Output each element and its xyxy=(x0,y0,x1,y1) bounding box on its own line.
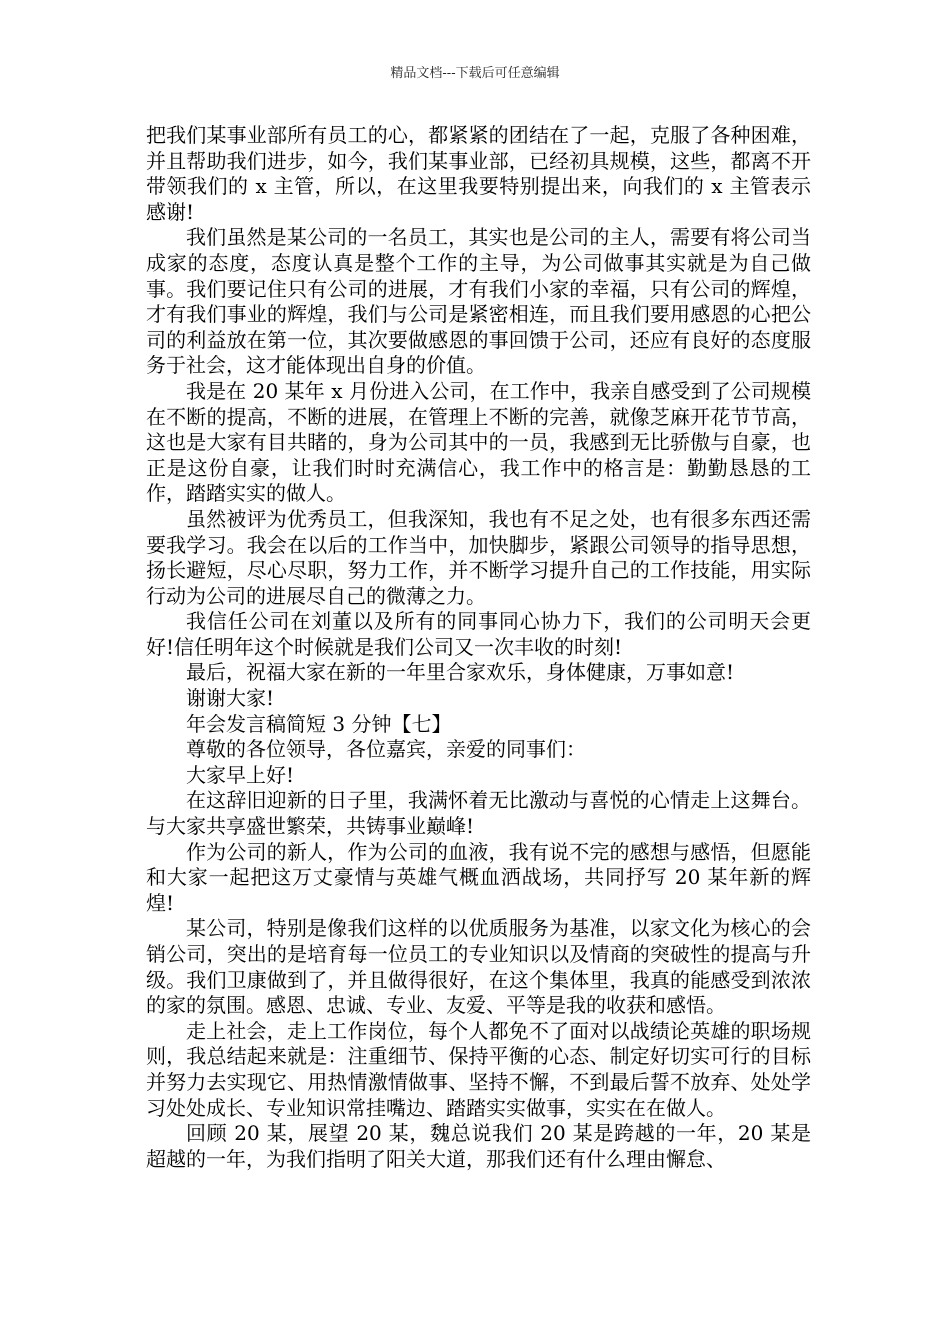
paragraph: 把我们某事业部所有员工的心，都紧紧的团结在了一起，克服了各种困难，并且帮助我们进步，如今，我们某事业部，已经初具规模，这些，都离不开带领我们的 x 主管，所以，在这里我要特别提出来，向我们的 x 主管表示感谢! xyxy=(146,123,811,224)
page-header: 精品文档---下载后可任意编辑 xyxy=(390,66,560,81)
salutation: 尊敬的各位领导，各位嘉宾，亲爱的同事们： xyxy=(186,737,586,762)
document-body xyxy=(146,123,811,1172)
paragraph: 走上社会，走上工作岗位，每个人都免不了面对以战绩论英雄的职场规则，我总结起来就是：注重细节、保持平衡的心态、制定好切实可行的目标并努力去实现它、用热情激情做事、坚持不懈，不到最后誓不放弃、处处学习处处成长、专业知识常挂嘴边、踏踏实实做事，实实在在做人。 xyxy=(146,1018,811,1120)
paragraph: 我是在 20 某年 x 月份进入公司，在工作中，我亲自感受到了公司规模在不断的提高，不断的进展，在管理上不断的完善，就像芝麻开花节节高，这也是大家有目共睹的，身为公司其中的一员，我感到无比骄傲与自豪，也正是这份自豪，让我们时时充满信心，我工作中的格言是：勤勤恳恳的工作，踏踏实实的做人。 xyxy=(146,378,811,506)
section-heading: 年会发言稿简短 3 分钟【七】 xyxy=(186,711,452,736)
greeting: 大家早上好! xyxy=(186,762,295,787)
paragraph: 某公司，特别是像我们这样的以优质服务为基准，以家文化为核心的会销公司，突出的是培育每一位员工的专业知识以及情商的突破性的提高与升级。我们卫康做到了，并且做得很好，在这个集体里，我真的能感受到浓浓的家的氛围。感恩、忠诚、专业、友爱、平等是我的收获和感悟。 xyxy=(146,916,811,1018)
paragraph: 回顾 20 某，展望 20 某，魏总说我们 20 某是跨越的一年，20 某是超越的一年，为我们指明了阳关大道，那我们还有什么理由懈怠、 xyxy=(146,1121,811,1171)
paragraph: 我们虽然是某公司的一名员工，其实也是公司的主人，需要有将公司当成家的态度，态度认真是整个工作的主导，为公司做事其实就是为自己做事。我们要记住只有公司的进展，才有我们小家的幸福，只有公司的辉煌，才有我们事业的辉煌，我们与公司是紧密相连，而且我们要用感恩的心把公司的利益放在第一位，其次要做感恩的事回馈于公司，还应有良好的态度服务于社会，这才能体现出自身的价值。 xyxy=(146,225,811,378)
paragraph: 谢谢大家! xyxy=(186,686,275,711)
paragraph: 虽然被评为优秀员工，但我深知，我也有不足之处，也有很多东西还需要我学习。我会在以后的工作当中，加快脚步，紧跟公司领导的指导思想，扬长避短，尽心尽职，努力工作，并不断学习提升自己的工作技能，用实际行动为公司的进展尽自己的微薄之力。 xyxy=(146,506,811,608)
paragraph: 在这辞旧迎新的日子里，我满怀着无比激动与喜悦的心情走上这舞台。与大家共享盛世繁荣，共铸事业巅峰! xyxy=(146,788,811,839)
paragraph: 最后，祝福大家在新的一年里合家欢乐，身体健康，万事如意! xyxy=(186,660,735,685)
paragraph: 作为公司的新人，作为公司的血液，我有说不完的感想与感悟，但愿能和大家一起把这万丈豪情与英雄气概血洒战场，共同抒写 20 某年新的辉煌! xyxy=(146,839,811,915)
paragraph: 我信任公司在刘董以及所有的同事同心协力下，我们的公司明天会更好!信任明年这个时候就是我们公司又一次丰收的时刻! xyxy=(146,609,811,659)
